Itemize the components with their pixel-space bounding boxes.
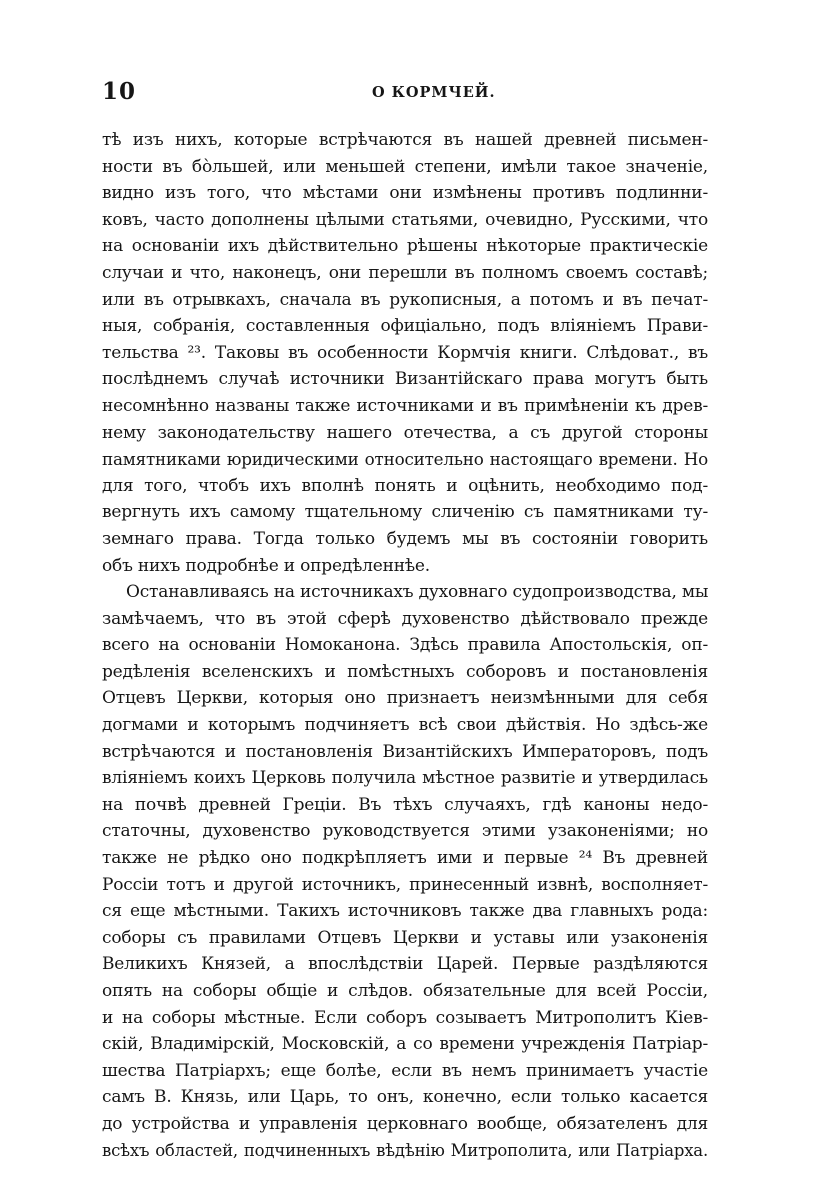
text-line: замѣчаемъ, что въ этой сферѣ духовенство дѣйствовало прежде [102,608,708,629]
text-line: для того, чтобъ ихъ вполнѣ понять и оцѣнить, необходимо под- [102,475,708,496]
text-line: послѣднемъ случаѣ источники Византійскаго права могутъ быть [102,369,708,390]
text-line: или въ отрывкахъ, сначала въ рукописныя, а потомъ и въ печат- [102,289,708,310]
text-line: ности въ бо̀льшей, или меньшей степени, имѣли такое значеніе, [102,156,708,177]
text-line: опять на соборы общіе и слѣдов. обязательные для всей Россіи, [102,981,708,1001]
paragraph [102,579,708,1164]
text-line: самъ В. Князь, или Царь, то онъ, конечно, если только касается [102,1087,708,1108]
text-line: Россіи тотъ и другой источникъ, принесенный извнѣ, восполняет- [102,874,708,895]
text-line: статочны, духовенство руководствуется этими узаконеніями; но [102,821,708,842]
text-line: несомнѣнно названы также источниками и въ примѣненіи къ древ- [102,395,708,416]
text-line: ныя, собранія, составленныя офиціально, подъ вліяніемъ Прави- [102,316,708,337]
text-line: Отцевъ Церкви, которыя оно признаетъ неизмѣнными для себя [102,688,708,709]
text-line: объ нихъ подробнѣе и опредѣленнѣе. [102,555,430,576]
text-line: тѣ изъ нихъ, которые встрѣчаются въ нашей древней письмен- [102,130,708,150]
text-line: Останавливаясь на источникахъ духовнаго судопроизводства, мы [126,582,709,603]
text-line: случаи и что, наконецъ, они перешли въ полномъ своемъ составѣ; [102,262,708,283]
text-line: вергнуть ихъ самому тщательному сличенію съ памятниками ту- [102,502,708,523]
text-line: на почвѣ древней Греціи. Въ тѣхъ случаяхъ, гдѣ каноны недо- [102,794,708,815]
text-line: видно изъ того, что мѣстами они измѣнены противъ подлинни- [102,183,708,204]
text-line: вліяніемъ коихъ Церковь получила мѣстное развитіе и утвердилась [102,768,708,789]
text-line: всего на основаніи Номоканона. Здѣсь правила Апостольскія, оп- [102,635,708,656]
text-line: скій, Владимірскій, Московскій, а со времени учрежденія Патріар- [102,1034,708,1055]
text-line: ся еще мѣстными. Такихъ источниковъ также два главныхъ рода: [102,901,708,922]
body-text [102,127,708,1164]
text-line: нему законодательству нашего отечества, а съ другой стороны [102,422,708,443]
text-line: редѣленія вселенскихъ и помѣстныхъ соборовъ и постановленія [102,661,708,682]
text-line: встрѣчаются и постановленія Византійскихъ Императоровъ, подъ [102,741,708,762]
text-line: также не рѣдко оно подкрѣпляетъ ими и первые ²⁴ Въ древней [102,848,708,869]
running-title: О КОРМЧЕЙ. [372,84,496,101]
text-line: до устройства и управленія церковнаго вообще, обязателенъ для [102,1113,708,1134]
paragraph [102,127,708,579]
page-header [102,78,708,110]
text-line: земнаго права. Тогда только будемъ мы въ состояніи говорить [102,528,708,549]
text-line: тельства ²³. Таковы въ особенности Кормчія книги. Слѣдоват., въ [102,342,708,363]
text-line: на основаніи ихъ дѣйствительно рѣшены нѣкоторые практическіе [102,236,708,257]
text-line: и на соборы мѣстные. Если соборъ созываетъ Митрополитъ Кіев- [102,1007,708,1028]
text-line: соборы съ правилами Отцевъ Церкви и уставы или узаконенія [102,927,708,948]
text-line: шества Патріархъ; еще болѣе, если въ немъ принимаетъ участіе [102,1060,708,1081]
text-line: догмами и которымъ подчиняетъ всѣ свои дѣйствія. Но здѣсь-же [102,715,708,736]
text-line: ковъ, часто дополнены цѣлыми статьями, очевидно, Русскими, что [102,209,708,230]
text-line: памятниками юридическими относительно настоящаго времени. Но [102,449,708,470]
page-number: 10 [102,78,137,105]
text-line: Великихъ Князей, а впослѣдствіи Царей. Первые раздѣляются [102,954,708,975]
text-line: всѣхъ областей, подчиненныхъ вѣдѣнію Митрополита, или Патріарха. [102,1140,708,1160]
